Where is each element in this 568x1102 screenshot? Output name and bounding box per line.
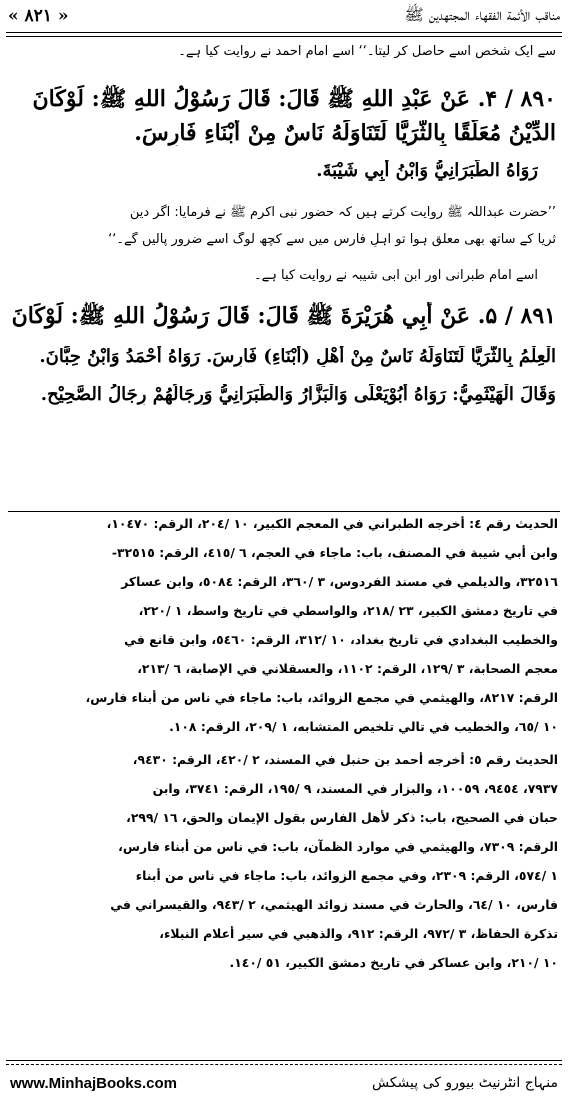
- hadith-891-arabic-line-2: الْعِلْمُ بِالثُّرَيَّا لَتَنَاوَلَهُ نَاسٌ مِنْ أَهْلِ (أَبْنَاءِ) فَارِسَ. رَوَاهُ أَحْمَدُ وَابْنُ حِبَّانَ.: [39, 346, 556, 367]
- hadith-890-arabic-line-1: ۸۹۰ / ۴. عَنْ عَبْدِ اللهِ ﷺ قَالَ: قَالَ رَسُوْلُ اللهِ ﷺ: لَوْكَانَ: [32, 86, 556, 112]
- footnote-line: الرقم: ٨٢١٧، والهيثمي في مجمع الزوائد، باب: ماجاء في ناس من أبناء فارس،: [85, 690, 558, 705]
- footnote-line: الرقم: ٧٣٠٩، والهيثمي في موارد الظمآن، باب: في ناس من أبناء فارس،: [118, 839, 558, 854]
- footnote-line: حبان في الصحيح، باب: ذكر لأهل الفارس بقول الإيمان والحق، ١٦ /٢٩٩،: [126, 810, 558, 825]
- website-link[interactable]: www.MinhajBooks.com: [10, 1074, 177, 1092]
- page-title: مناقب الأئمة الفقهاء المجتهدين ﷺ: [404, 4, 560, 24]
- hadith-890-narrators: رَوَاهُ الطَّبَرَانِيُّ وَابْنُ أَبِي شَيْبَةَ.: [316, 160, 538, 181]
- hadith-890-urdu-line-3: اسے امام طبرانی اور ابن ابی شیبہ نے روایت کیا ہے۔: [254, 268, 538, 283]
- hadith-891-arabic-line-1: ۸۹۱ / ۵. عَنْ أَبِي هُرَيْرَةَ ﷺ قَالَ: قَالَ رَسُوْلُ اللهِ ﷺ: لَوْكَانَ: [11, 303, 556, 329]
- footnote-line: ٣٢٥١٦، والديلمي في مسند الفردوس، ٣ /٣٦٠، الرقم: ٥٠٨٤، وابن عساكر: [121, 574, 558, 589]
- urdu-continuation-line: سے ایک شخص اسے حاصل کر لیتا۔‘‘ اسے امام احمد نے روایت کیا ہے۔: [178, 44, 556, 59]
- footnote-line: ١٠ /٢١٠، وابن عساكر في تاريخ دمشق الكبير، ٥١ /١٤٠.: [229, 955, 558, 970]
- footnote-line: في تاريخ دمشق الكبير، ٢٣ /٢١٨، والواسطي في تاريخ واسط، ١ /٢٢٠،: [138, 603, 558, 618]
- footnote-line: الحديث رقم ٥: أخرجه أحمد بن حنبل في المسند، ٢ /٤٢٠، الرقم: ٩٤٣٠،: [132, 752, 558, 767]
- footnote-line: والخطيب البغدادي في تاريخ بغداد، ١٠ /٣١٢، الرقم: ٥٤٦٠، وابن قانع في: [124, 632, 558, 647]
- footnote-line: فارس، ١٠ /٦٤، والحارث في مسند زوائد الهيثمي، ٢ /٩٤٣، والقيسراني في: [110, 897, 558, 912]
- hadith-890-arabic-line-2: الدِّيْنُ مُعَلَّقًا بِالثُّرَيَّا لَتَنَاوَلَهُ نَاسٌ مِنْ أَبْنَاءِ فَارِسَ.: [134, 120, 556, 146]
- footnote-line: الحديث رقم ٤: أخرجه الطبراني في المعجم الكبير، ١٠ /٢٠٤، الرقم: ١٠٤٧٠،: [106, 516, 558, 531]
- footnote-line: ٧٩٣٧، ٩٤٥٤، ١٠٠٥٩، والبزار في المسند، ٩ /١٩٥، الرقم: ٣٧٤١، وابن: [152, 781, 558, 796]
- hadith-891-arabic-line-3: وَقَالَ الْهَيْثَمِيُّ: رَوَاهُ أَبُوْيَعْلَى وَالْبَزَّارُ وَالطَّبَرَانِيُّ وَرِجَالُهُمْ رِجَالُ الصَّحِيْحِ.: [40, 384, 556, 405]
- hadith-890-urdu-line-2: ثریا کے ساتھ بھی معلق ہوا تو اہلِ فارس میں سے کچھ لوگ اسے ضرور پالیں گے۔‘‘: [108, 232, 556, 247]
- publisher-credit: منہاج انٹرنیٹ بیورو کی پیشکش: [371, 1075, 558, 1091]
- footer-divider: [6, 1060, 562, 1065]
- header-divider: [6, 32, 562, 37]
- page-number: « ۸۲۱ »: [8, 6, 69, 26]
- footnote-line: ١ /٥٧٤، الرقم: ٢٣٠٩، وفي مجمع الزوائد، باب: ماجاء في ناس من أبناء: [135, 868, 558, 883]
- footnote-line: وابن أبي شيبة في المصنف، باب: ماجاء في العجم، ٦ /٤١٥، الرقم: ٣٢٥١٥-: [111, 545, 558, 560]
- hadith-890-urdu-line-1: ’’حضرت عبداللہ ﷺ روایت کرتے ہیں کہ حضور نبی اکرم ﷺ نے فرمایا: اگر دین: [129, 205, 556, 220]
- footnote-line: معجم الصحابة، ٣ /١٢٩، الرقم: ١١٠٢، والعسقلاني في الإصابة، ٦ /٢١٣،: [137, 661, 558, 676]
- page-header: [8, 4, 560, 28]
- footnote-divider: [8, 511, 560, 512]
- footnote-line: تذكرة الحفاظ، ٣ /٩٧٢، الرقم: ٩١٢، والذهبي في سير أعلام النبلاء،: [159, 926, 558, 941]
- page-footer: [10, 1070, 558, 1096]
- footnote-line: ١٠ /٦٥، والخطيب في تالي تلخيص المتشابه، ١ /٢٠٩، الرقم: ١٠٨.: [169, 719, 558, 734]
